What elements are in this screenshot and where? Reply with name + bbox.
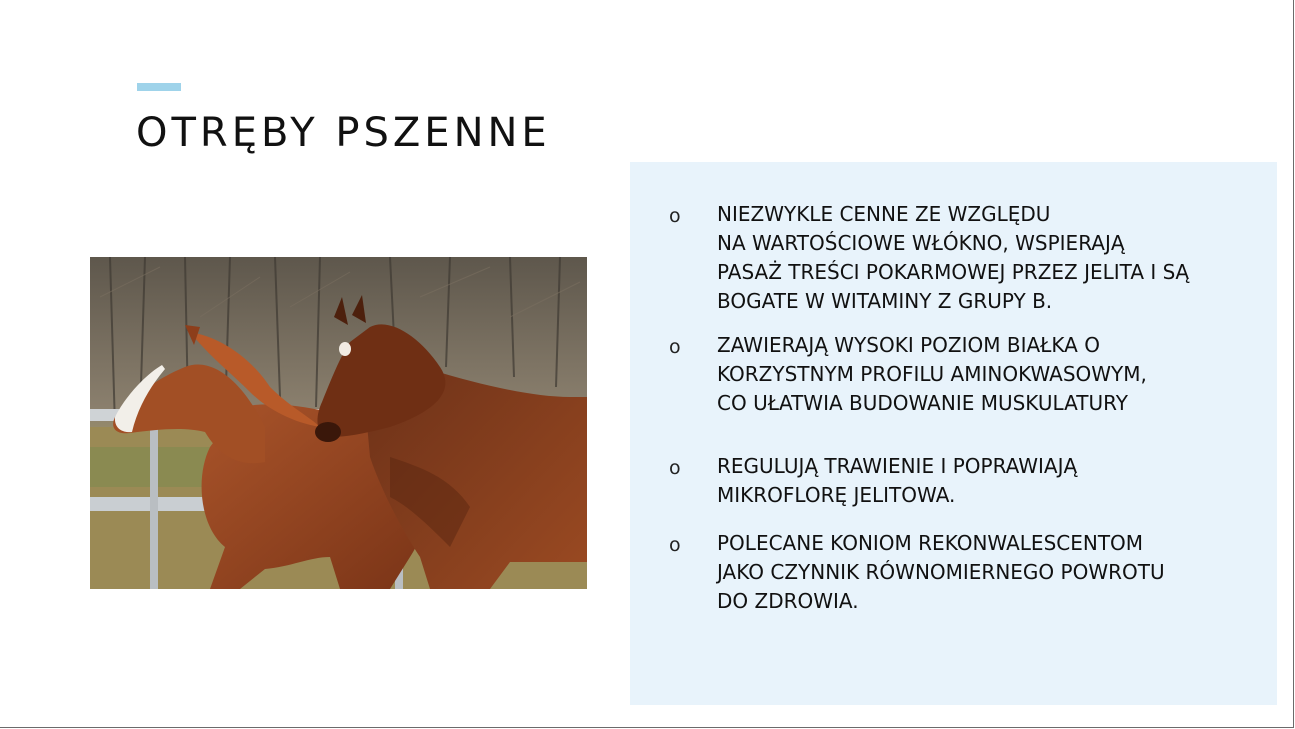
- bullet-text: NIEZWYKLE CENNE ZE WZGLĘDU NA WARTOŚCIOWE WŁÓKNO, WSPIERAJĄ PASAŻ TREŚCI POKARMOWEJ PRZEZ JELITA I SĄ BOGATE W WITAMINY Z GRUPY B.: [717, 202, 1190, 313]
- horses-photo: [90, 257, 587, 589]
- horses-photo-graphic: [90, 257, 587, 589]
- title-accent-bar: [137, 83, 181, 91]
- bullet-text: ZAWIERAJĄ WYSOKI POZIOM BIAŁKA O KORZYSTNYM PROFILU AMINOKWASOWYM, CO UŁATWIA BUDOWANIE MUSKULATURY: [717, 333, 1147, 415]
- bullet-circle-icon: o: [669, 205, 681, 227]
- slide-title: OTRĘBY PSZENNE: [136, 110, 551, 156]
- bullet-circle-icon: o: [669, 336, 681, 358]
- bullet-text: REGULUJĄ TRAWIENIE I POPRAWIAJĄ MIKROFLORĘ JELITOWA.: [717, 454, 1078, 507]
- bullet-circle-icon: o: [669, 457, 681, 479]
- bullet-circle-icon: o: [669, 534, 681, 556]
- bullet-text: POLECANE KONIOM REKONWALESCENTOM JAKO CZYNNIK RÓWNOMIERNEGO POWROTU DO ZDROWIA.: [717, 531, 1165, 613]
- info-panel: [630, 162, 1277, 705]
